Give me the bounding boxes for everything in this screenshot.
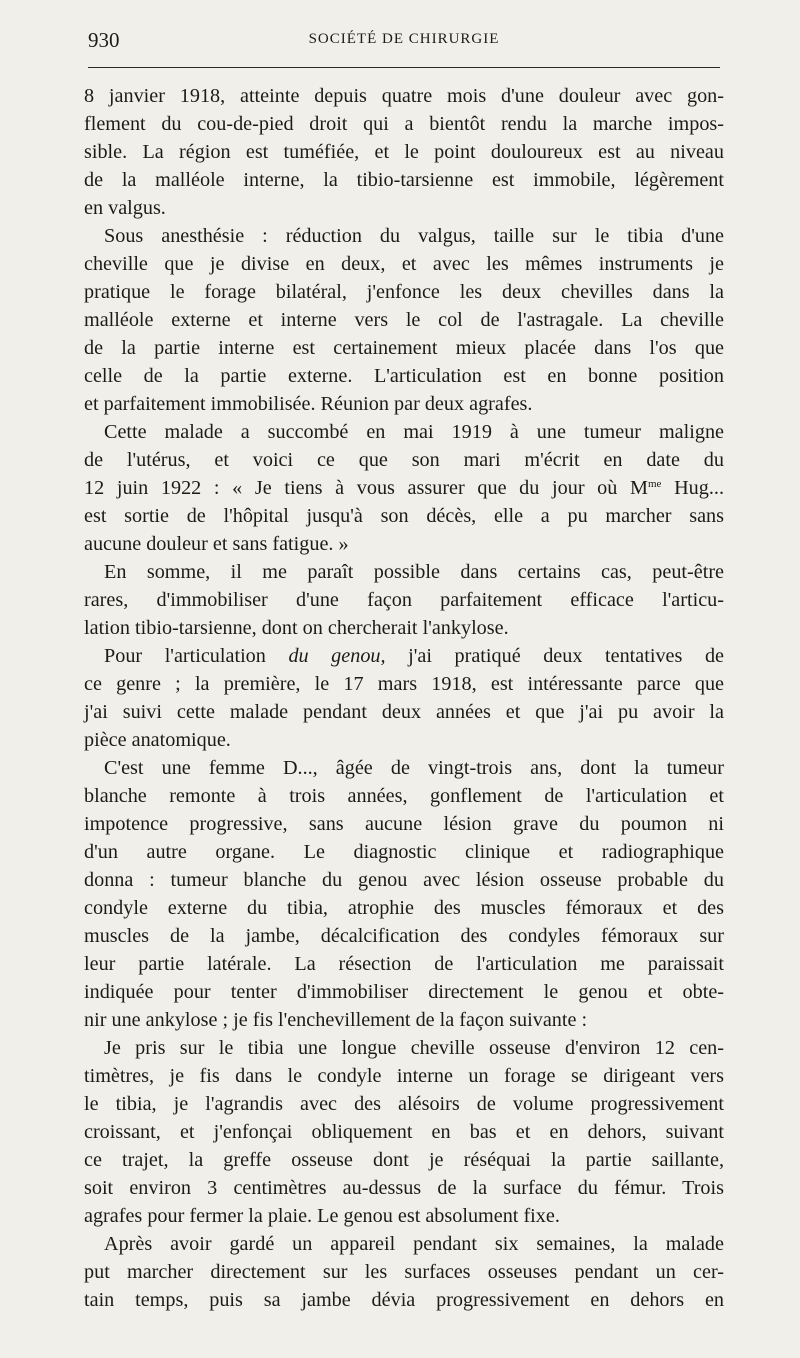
italic-text: du genou, (288, 645, 386, 667)
text-segment: j'ai pratiqué deux tentatives de (385, 645, 724, 667)
text-line: Sous anesthésie : réduction du valgus, taille sur le tibia d'une (104, 225, 724, 247)
text-line: flement du cou-de-pied droit qui a bientôt rendu la marche impos- (84, 113, 724, 135)
text-segment: Pour l'articulation (104, 645, 289, 667)
paragraph (84, 1034, 724, 1230)
paragraph (84, 558, 724, 642)
text-line: de l'utérus, et voici ce que son mari m'écrit en date du (84, 449, 724, 471)
text-line: aucune douleur et sans fatigue. » (84, 533, 349, 555)
text-line: pièce anatomique. (84, 729, 231, 751)
text-line: le tibia, je l'agrandis avec des alésoirs de volume progressivement (84, 1093, 724, 1115)
page-header (88, 28, 720, 52)
text-line: Cette malade a succombé en mai 1919 à une tumeur maligne (104, 421, 724, 443)
text-line: pratique le forage bilatéral, j'enfonce les deux chevilles dans la (84, 281, 724, 303)
paragraph (84, 82, 724, 222)
text-line: timètres, je fis dans le condyle interne un forage se dirigeant vers (84, 1065, 724, 1087)
header-rule (88, 67, 720, 68)
paragraph (84, 1230, 724, 1314)
text-line: muscles de la jambe, décalcification des condyles fémoraux sur (84, 925, 724, 947)
text-line: impotence progressive, sans aucune lésion grave du poumon ni (84, 813, 724, 835)
text-line: sible. La région est tuméfiée, et le point douloureux est au niveau (84, 141, 724, 163)
text-line: rares, d'immobiliser d'une façon parfaitement efficace l'articu- (84, 589, 724, 611)
text-line: 8 janvier 1918, atteinte depuis quatre mois d'une douleur avec gon- (84, 85, 724, 107)
text-line (84, 474, 724, 502)
paragraph (84, 642, 724, 754)
text-line: lation tibio-tarsienne, dont on chercherait l'ankylose. (84, 617, 509, 639)
text-line (84, 642, 724, 670)
page-number: 930 (88, 28, 120, 52)
text-line: leur partie latérale. La résection de l'articulation me paraissait (84, 953, 724, 975)
text-line: put marcher directement sur les surfaces osseuses pendant un cer- (84, 1261, 724, 1283)
text-segment: Hug... (661, 477, 724, 499)
text-line: ce genre ; la première, le 17 mars 1918, est intéressante parce que (84, 673, 724, 695)
text-line: et parfaitement immobilisée. Réunion par deux agrafes. (84, 393, 533, 415)
text-line: en valgus. (84, 197, 166, 219)
text-line: Après avoir gardé un appareil pendant six semaines, la malade (104, 1233, 724, 1255)
text-line: En somme, il me paraît possible dans certains cas, peut-être (104, 561, 724, 583)
text-line: de la partie interne est certainement mieux placée dans l'os que (84, 337, 724, 359)
text-line: de la malléole interne, la tibio-tarsienne est immobile, légèrement (84, 169, 724, 191)
paragraph (84, 418, 724, 558)
text-line: ce trajet, la greffe osseuse dont je réséquai la partie saillante, (84, 1149, 724, 1171)
text-line: indiquée pour tenter d'immobiliser directement le genou et obte- (84, 981, 724, 1003)
text-segment: 12 juin 1922 : « Je tiens à vous assurer que du jour où M (84, 477, 648, 499)
text-line: C'est une femme D..., âgée de vingt-trois ans, dont la tumeur (104, 757, 724, 779)
text-line: condyle externe du tibia, atrophie des muscles fémoraux et des (84, 897, 724, 919)
text-line: celle de la partie externe. L'articulation est en bonne position (84, 365, 724, 387)
text-line: est sortie de l'hôpital jusqu'à son décès, elle a pu marcher sans (84, 505, 724, 527)
text-line: j'ai suivi cette malade pendant deux années et que j'ai pu avoir la (84, 701, 724, 723)
text-line: malléole externe et interne vers le col de l'astragale. La cheville (84, 309, 724, 331)
text-line: croissant, et j'enfonçai obliquement en bas et en dehors, suivant (84, 1121, 724, 1143)
text-line: cheville que je divise en deux, et avec les mêmes instruments je (84, 253, 724, 275)
text-line: donna : tumeur blanche du genou avec lésion osseuse probable du (84, 869, 724, 891)
text-line: blanche remonte à trois années, gonflement de l'articulation et (84, 785, 724, 807)
body-text (84, 82, 724, 1314)
text-line: nir une ankylose ; je fis l'enchevillement de la façon suivante : (84, 1009, 588, 1031)
running-title: SOCIÉTÉ DE CHIRURGIE (308, 31, 500, 47)
text-line: d'un autre organe. Le diagnostic clinique et radiographique (84, 841, 724, 863)
superscript: me (647, 478, 662, 490)
text-line: tain temps, puis sa jambe dévia progressivement en dehors en (84, 1289, 724, 1311)
text-line: agrafes pour fermer la plaie. Le genou est absolument fixe. (84, 1205, 560, 1227)
text-line: soit environ 3 centimètres au-dessus de la surface du fémur. Trois (84, 1177, 724, 1199)
text-line: Je pris sur le tibia une longue cheville osseuse d'environ 12 cen- (104, 1037, 724, 1059)
paragraph (84, 222, 724, 418)
paragraph (84, 754, 724, 1034)
